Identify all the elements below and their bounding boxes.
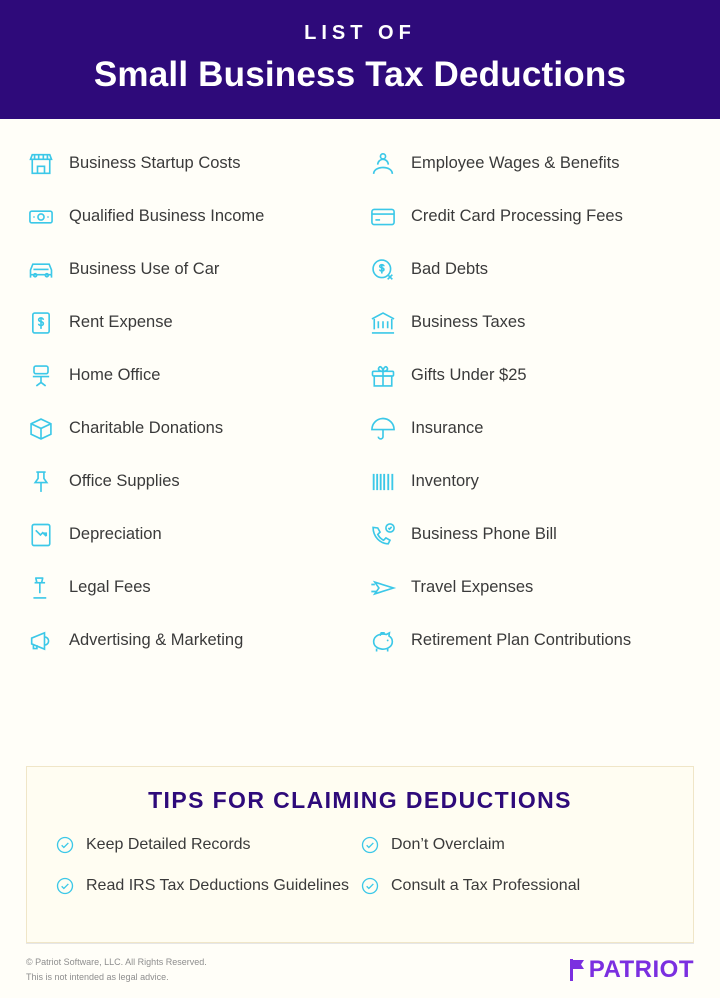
- list-item: [26, 614, 352, 667]
- list-item: [368, 190, 694, 243]
- list-item-label: Inventory: [411, 472, 479, 491]
- deductions-section: [0, 119, 720, 752]
- list-item-label: Advertising & Marketing: [69, 631, 244, 650]
- list-item-label: Depreciation: [69, 525, 162, 544]
- list-item-label: Charitable Donations: [69, 419, 224, 438]
- coin-x-icon: [368, 255, 398, 285]
- list-item-label: Legal Fees: [69, 578, 151, 597]
- list-item-label: Office Supplies: [69, 472, 180, 491]
- credit-card-icon: [368, 202, 398, 232]
- list-item-label: Travel Expenses: [411, 578, 534, 597]
- gavel-icon: [26, 573, 56, 603]
- list-item: [26, 190, 352, 243]
- deductions-columns: [26, 137, 694, 667]
- list-item: [26, 508, 352, 561]
- list-item-label: Bad Debts: [411, 260, 489, 279]
- list-item-label: Business Use of Car: [69, 260, 220, 279]
- list-item-label: Business Startup Costs: [69, 154, 241, 173]
- list-item: [368, 508, 694, 561]
- list-item: [368, 349, 694, 402]
- gift-icon: [368, 361, 398, 391]
- list-item: [368, 243, 694, 296]
- deductions-left-column: [26, 137, 352, 667]
- patriot-logo: [568, 956, 694, 984]
- list-item: [368, 402, 694, 455]
- piggy-bank-icon: [368, 626, 398, 656]
- check-circle-icon: [55, 876, 75, 896]
- tips-box: [26, 766, 694, 944]
- page-title: Small Business Tax Deductions: [93, 55, 627, 94]
- list-item: [26, 243, 352, 296]
- list-item-label: Qualified Business Income: [69, 207, 265, 226]
- check-circle-icon: [360, 835, 380, 855]
- bank-building-icon: [368, 308, 398, 338]
- list-item: [26, 137, 352, 190]
- list-item-label: Employee Wages & Benefits: [411, 154, 620, 173]
- flag-icon: [568, 959, 585, 981]
- list-item: [368, 561, 694, 614]
- phone-check-icon: [368, 520, 398, 550]
- megaphone-icon: [26, 626, 56, 656]
- list-item: [55, 875, 360, 896]
- declining-chart-icon: [26, 520, 56, 550]
- list-item-label: Consult a Tax Professional: [391, 876, 581, 894]
- list-item-label: Gifts Under $25: [411, 366, 527, 385]
- hand-people-icon: [368, 149, 398, 179]
- list-item: [26, 402, 352, 455]
- copyright-text: © Patriot Software, LLC. All Rights Reserved.: [26, 957, 207, 968]
- airplane-icon: [368, 573, 398, 603]
- disclaimer-text: This is not intended as legal advice.: [26, 971, 169, 982]
- list-item-label: Credit Card Processing Fees: [411, 207, 623, 226]
- list-item-label: Keep Detailed Records: [86, 835, 251, 853]
- poster-footer: [26, 943, 694, 998]
- list-item-label: Don’t Overclaim: [391, 835, 505, 853]
- car-icon: [26, 255, 56, 285]
- list-item: [368, 614, 694, 667]
- footer-legal-block: [26, 955, 207, 984]
- storefront-icon: [26, 149, 56, 179]
- list-item-label: Retirement Plan Contributions: [411, 631, 632, 650]
- list-item-label: Read IRS Tax Deductions Guidelines: [86, 876, 349, 894]
- cash-register-icon: [26, 202, 56, 232]
- list-item-label: Business Phone Bill: [411, 525, 557, 544]
- list-item: [368, 455, 694, 508]
- office-chair-icon: [26, 361, 56, 391]
- deductions-right-column: [368, 137, 694, 667]
- list-item: [26, 296, 352, 349]
- list-item-label: Rent Expense: [69, 313, 173, 332]
- push-pin-icon: [26, 467, 56, 497]
- list-item: [26, 561, 352, 614]
- list-item: [360, 834, 665, 855]
- tips-grid: [37, 834, 683, 917]
- list-item: [55, 834, 360, 855]
- list-item-label: Home Office: [69, 366, 161, 385]
- list-item: [26, 349, 352, 402]
- barcode-icon: [368, 467, 398, 497]
- check-circle-icon: [55, 835, 75, 855]
- tips-title: TIPS FOR CLAIMING DEDUCTIONS: [148, 786, 572, 813]
- donation-box-icon: [26, 414, 56, 444]
- list-item-label: Business Taxes: [411, 313, 526, 332]
- list-item: [368, 137, 694, 190]
- list-item: [368, 296, 694, 349]
- umbrella-icon: [368, 414, 398, 444]
- check-circle-icon: [360, 876, 380, 896]
- list-item: [26, 455, 352, 508]
- header-kicker: LIST OF: [304, 22, 416, 44]
- list-item: [360, 875, 665, 896]
- brand-name: PATRIOT: [588, 956, 694, 983]
- poster-header: [0, 0, 720, 119]
- dollar-bill-icon: [26, 308, 56, 338]
- list-item-label: Insurance: [411, 419, 484, 438]
